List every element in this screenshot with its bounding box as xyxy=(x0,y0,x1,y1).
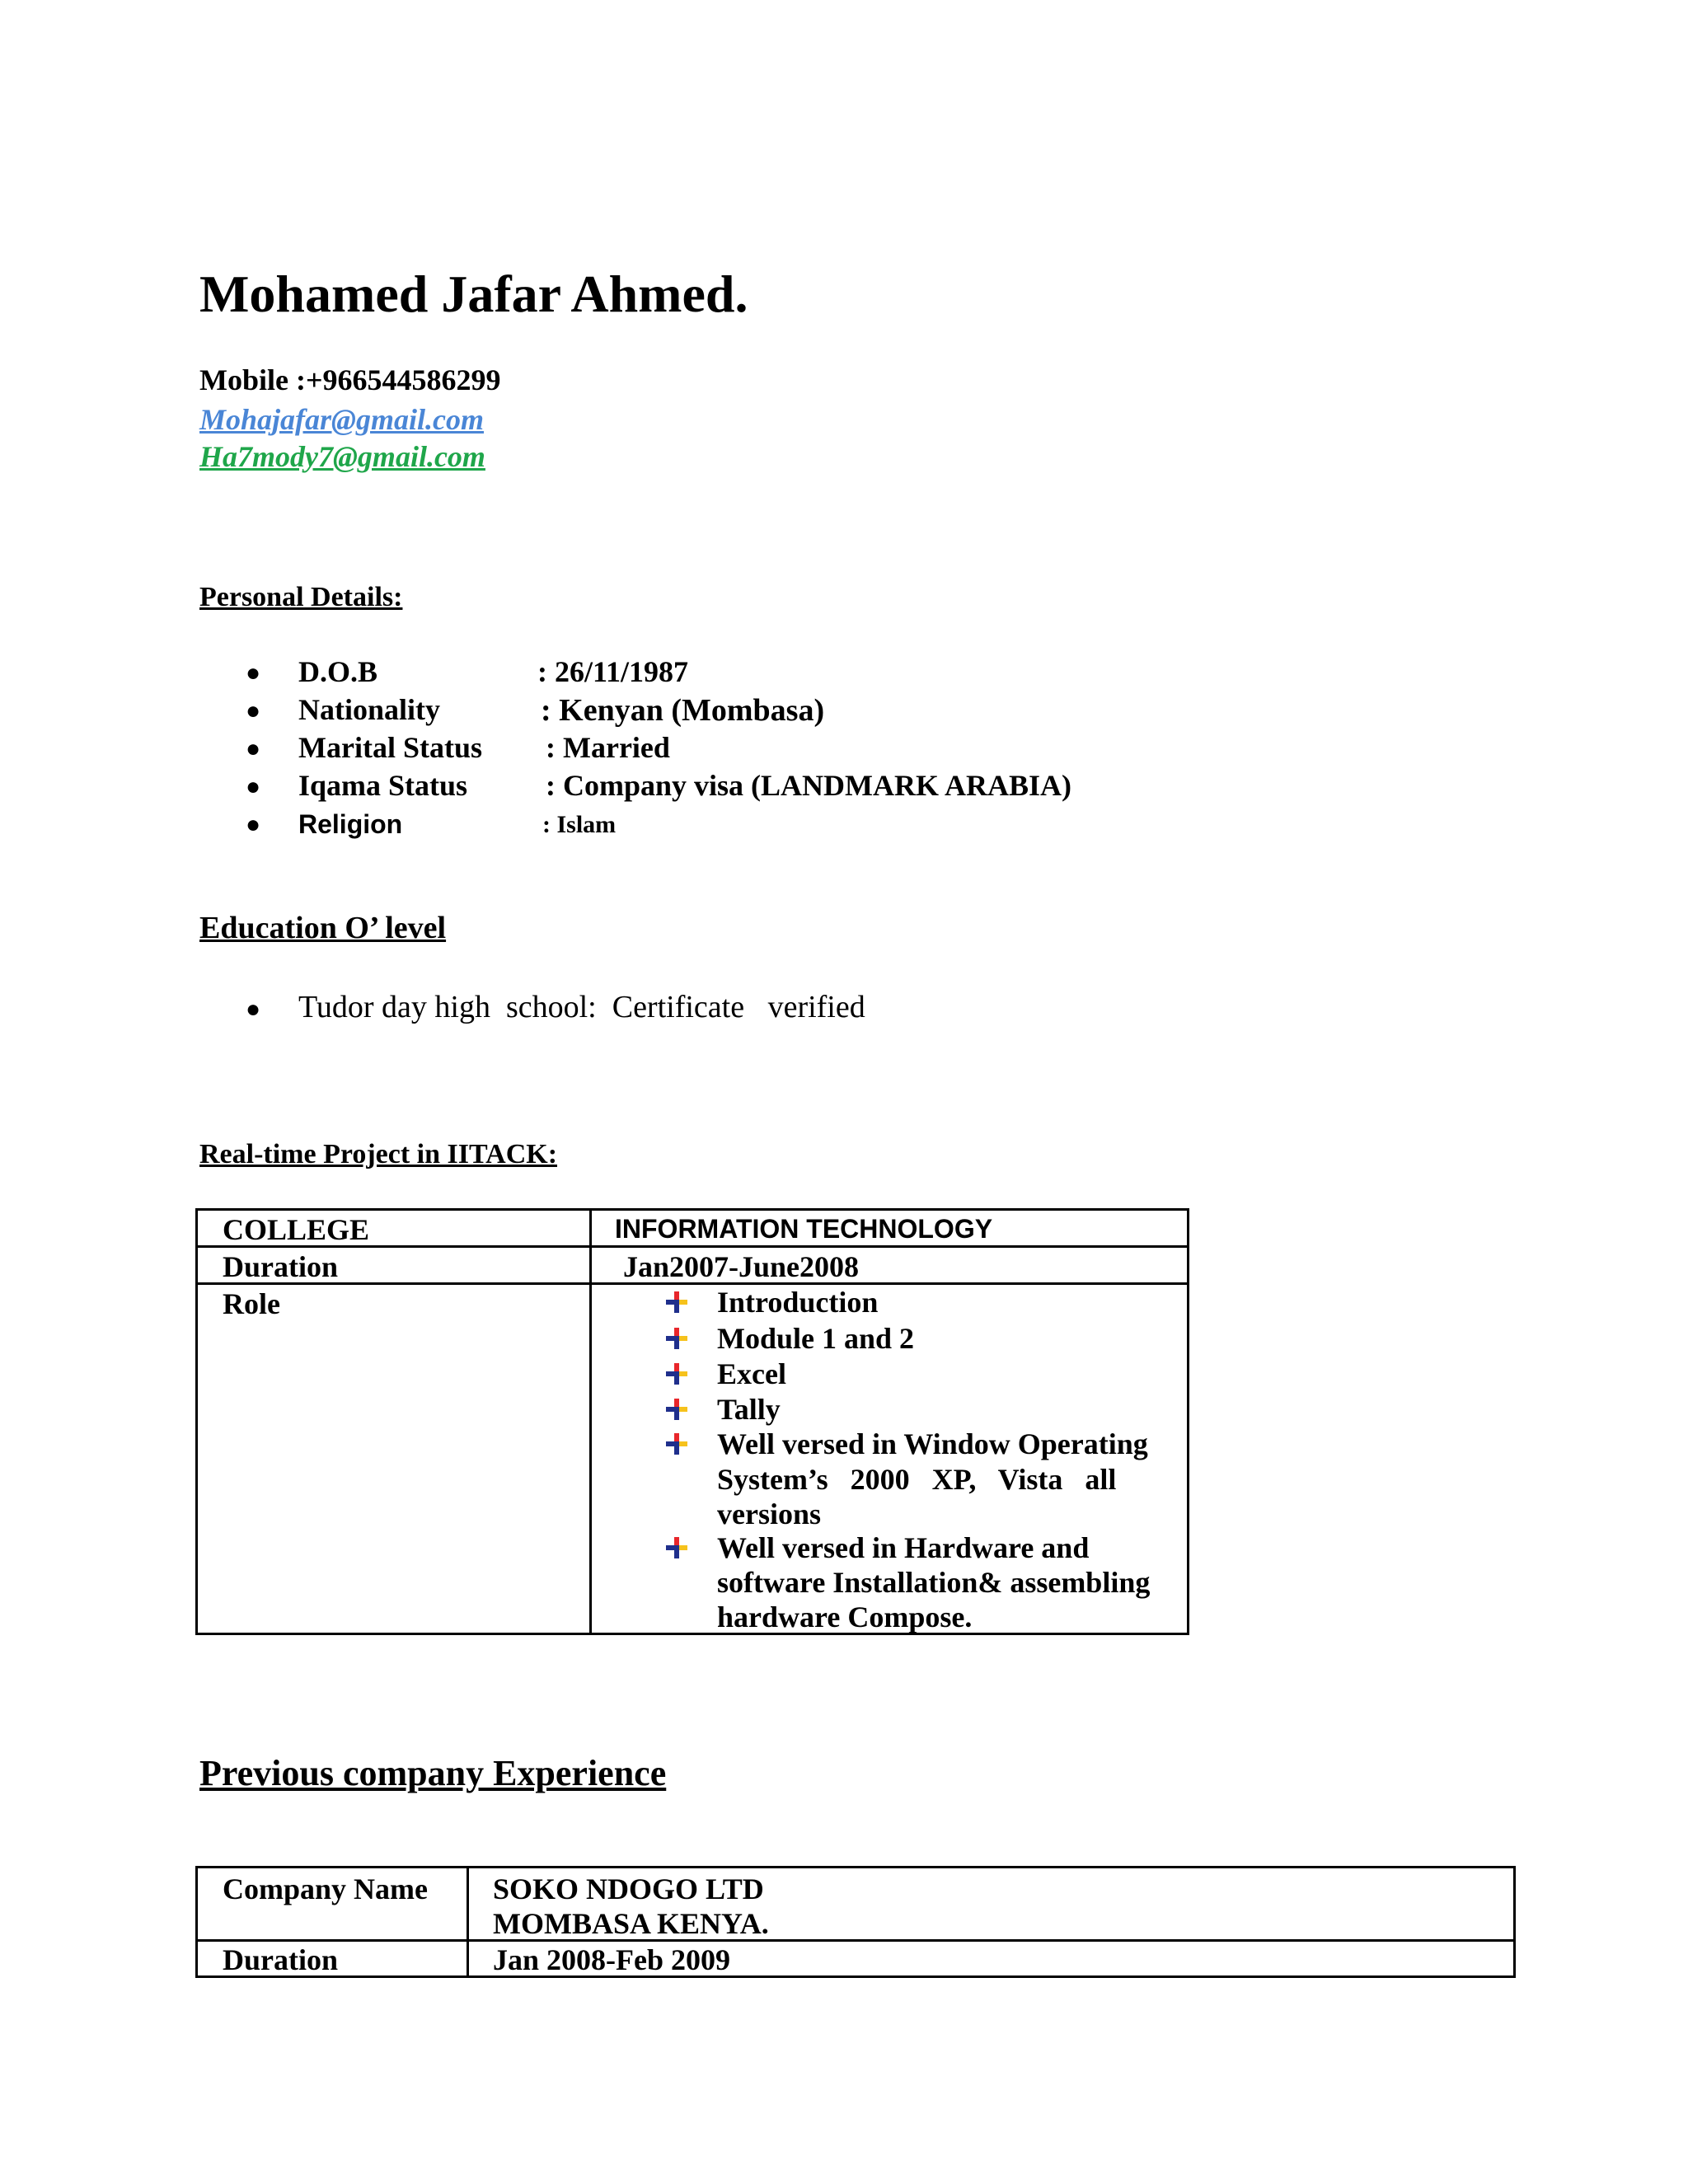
role-item-continuation: software Installation& assembling xyxy=(717,1566,1151,1599)
religion-value: : Islam xyxy=(542,811,617,838)
role-item: Introduction xyxy=(717,1286,879,1319)
college-value: INFORMATION TECHNOLOGY xyxy=(615,1214,993,1244)
role-item: Module 1 and 2 xyxy=(717,1322,915,1355)
mobile-number: Mobile :+966544586299 xyxy=(199,363,501,396)
education-heading: Education O’ level xyxy=(199,911,447,945)
personal-details-heading: Personal Details: xyxy=(199,582,403,612)
nationality-label: Nationality xyxy=(298,693,441,726)
iqama-status-value: : Company visa (LANDMARK ARABIA) xyxy=(546,769,1072,802)
colored-plus-icon xyxy=(664,1326,689,1351)
iqama-status-label: Iqama Status xyxy=(298,769,468,802)
project-table xyxy=(195,1208,1189,1635)
experience-duration-value: Jan 2008-Feb 2009 xyxy=(493,1943,730,1976)
company-name-value: SOKO NDOGO LTD xyxy=(493,1872,764,1905)
bullet-icon: ● xyxy=(246,697,261,724)
email-link-primary[interactable]: Mohajafar@gmail.com xyxy=(199,403,484,436)
duration-value: Jan2007-June2008 xyxy=(623,1250,860,1283)
role-item: Tally xyxy=(717,1393,781,1426)
colored-plus-icon xyxy=(664,1535,689,1560)
role-item-continuation: versions xyxy=(717,1497,821,1530)
bullet-icon: ● xyxy=(246,659,261,687)
college-label: COLLEGE xyxy=(223,1213,370,1246)
table-divider xyxy=(589,1211,592,1633)
role-item-continuation: System’s 2000 XP, Vista all xyxy=(717,1463,1117,1496)
email-link-secondary[interactable]: Ha7mody7@gmail.com xyxy=(199,440,485,473)
role-item-continuation: hardware Compose. xyxy=(717,1601,973,1633)
role-label: Role xyxy=(223,1287,280,1320)
bullet-icon: ● xyxy=(246,773,261,800)
marital-status-label: Marital Status xyxy=(298,731,482,764)
colored-plus-icon xyxy=(664,1361,689,1386)
marital-status-value: : Married xyxy=(546,731,670,764)
role-item: Well versed in Hardware and xyxy=(717,1531,1090,1564)
religion-label: Religion xyxy=(298,809,403,839)
duration-label: Duration xyxy=(223,1250,339,1283)
candidate-name: Mohamed Jafar Ahmed. xyxy=(199,265,748,323)
education-item: Tudor day high school: Certificate verified xyxy=(298,990,865,1024)
role-item: Well versed in Window Operating xyxy=(717,1427,1148,1460)
dob-value: : 26/11/1987 xyxy=(537,655,689,688)
project-heading: Real-time Project in IITACK: xyxy=(199,1139,558,1169)
dob-label: D.O.B xyxy=(298,655,378,688)
experience-heading: Previous company Experience xyxy=(199,1753,667,1793)
colored-plus-icon xyxy=(664,1397,689,1422)
experience-duration-label: Duration xyxy=(223,1943,339,1976)
colored-plus-icon xyxy=(664,1290,689,1315)
role-item: Excel xyxy=(717,1357,786,1390)
company-name-label: Company Name xyxy=(223,1872,428,1905)
bullet-icon: ● xyxy=(246,735,261,762)
colored-plus-icon xyxy=(664,1432,689,1456)
company-location-value: MOMBASA KENYA. xyxy=(493,1907,769,1940)
table-divider xyxy=(467,1868,469,1975)
bullet-icon: ● xyxy=(246,811,261,838)
experience-table xyxy=(195,1866,1516,1978)
nationality-value: : Kenyan (Mombasa) xyxy=(541,693,825,728)
bullet-icon: ● xyxy=(246,996,261,1023)
table-divider xyxy=(198,1939,1513,1942)
